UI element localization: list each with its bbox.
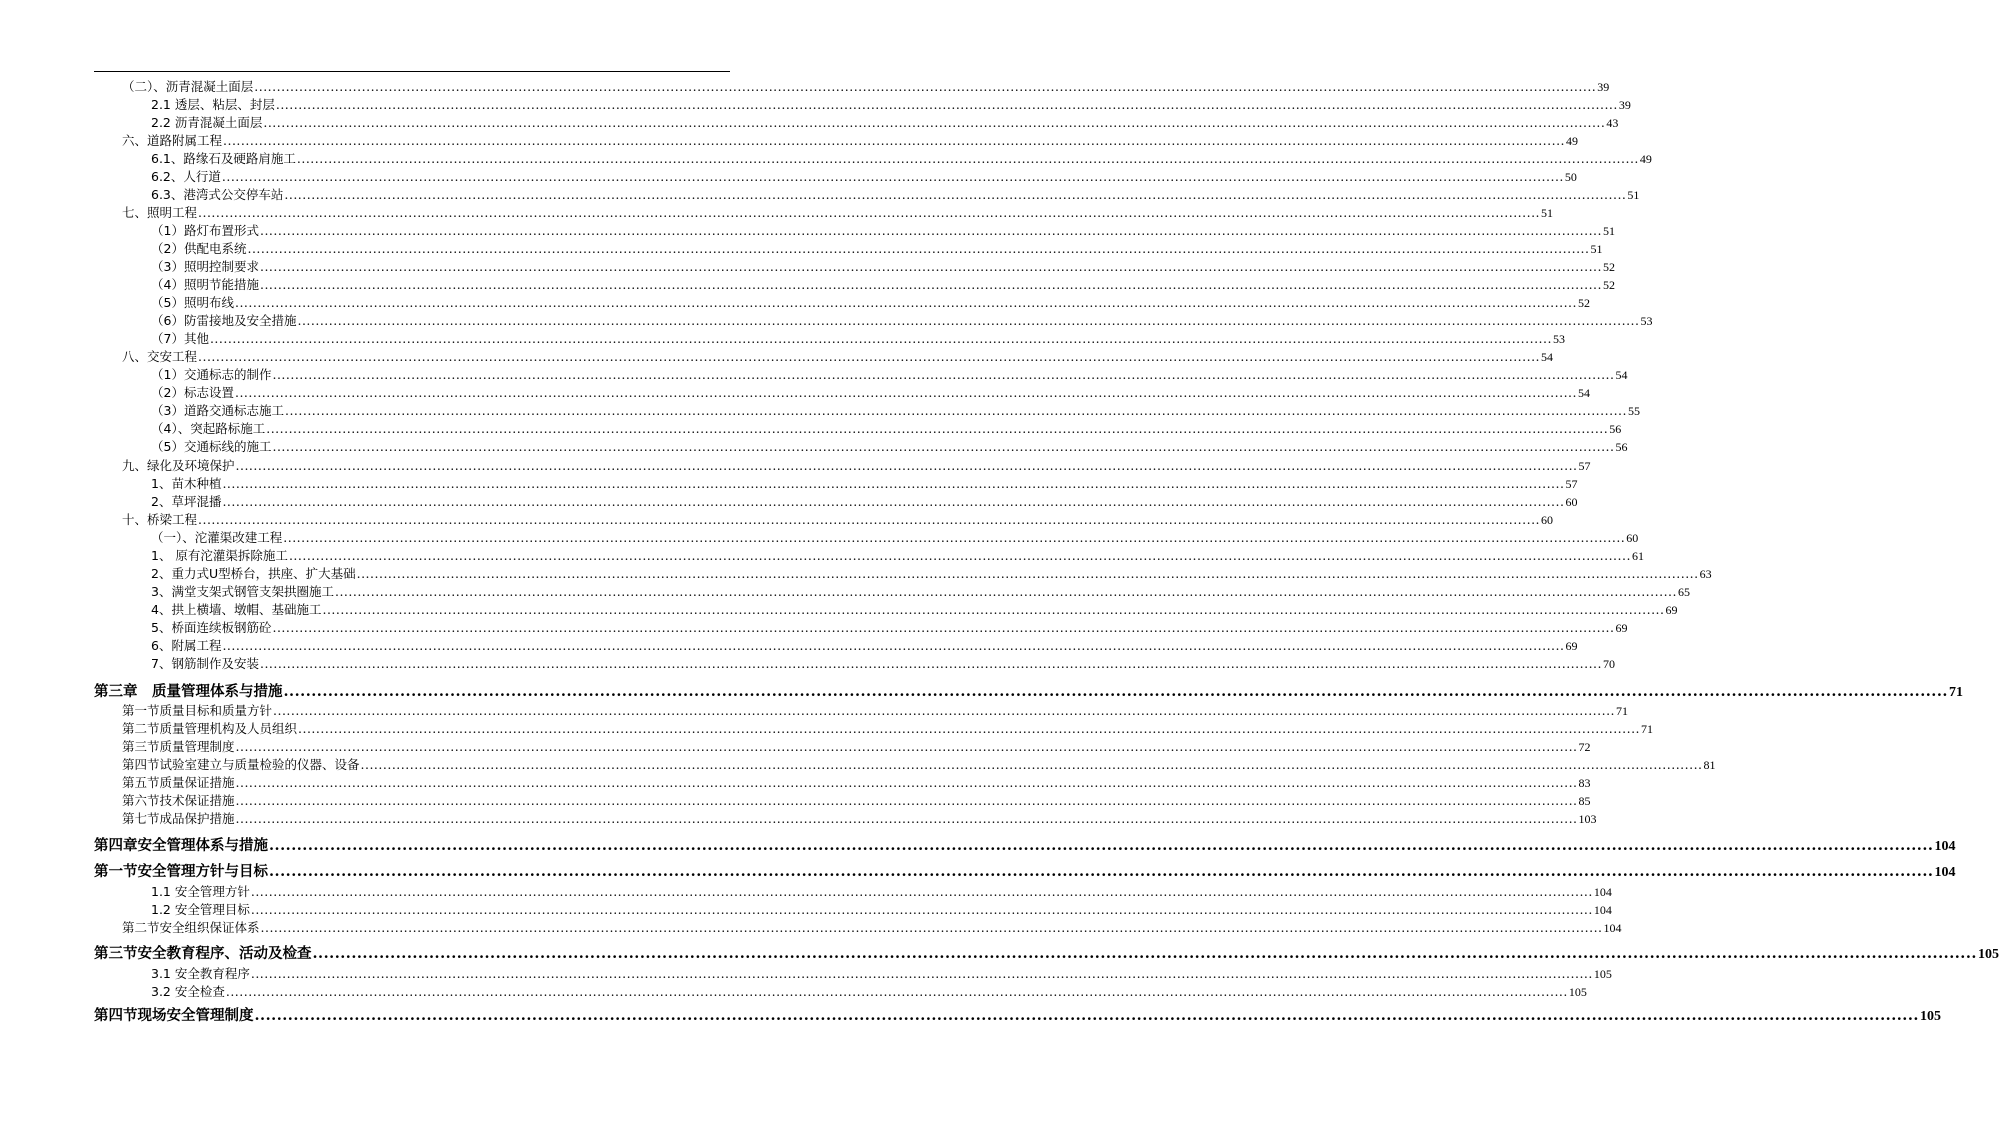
toc-entry[interactable] — [151, 365, 1628, 383]
toc-entry-page-number: 69 — [1665, 603, 1678, 617]
toc-dot-leader: ............................................................................................................................................................................................................................................................................................................ — [235, 811, 1578, 826]
toc-entry[interactable] — [151, 882, 1612, 900]
toc-entry-title: （5）照明布线 — [151, 295, 234, 310]
toc-entry[interactable] — [151, 329, 1565, 347]
toc-entry-title: 九、绿化及环境保护 — [122, 458, 235, 473]
toc-entry[interactable] — [151, 149, 1652, 167]
toc-entry-title: （2）供配电系统 — [151, 241, 247, 256]
toc-entry-title: 3.2 安全检查 — [151, 984, 225, 999]
toc-entry-page-number: 39 — [1618, 98, 1631, 112]
toc-dot-leader: ............................................................................................................................................................................................................................................................................................................ — [235, 458, 1578, 473]
toc-dot-leader: ............................................................................................................................................................................................................................................................................................................ — [235, 793, 1578, 808]
toc-entry[interactable] — [151, 167, 1577, 185]
toc-entry-page-number: 105 — [1919, 1009, 1941, 1024]
toc-entry-title: 1、 原有沱灌渠拆除施工 — [151, 548, 288, 563]
toc-dot-leader: ............................................................................................................................................................................................................................................................................................................ — [234, 385, 1577, 400]
toc-entry[interactable] — [151, 275, 1615, 293]
toc-dot-leader: ............................................................................................................................................................................................................................................................................................................ — [198, 512, 1541, 527]
toc-dot-leader: ............................................................................................................................................................................................................................................................................................................ — [296, 151, 1639, 166]
toc-dot-leader: ............................................................................................................................................................................................................................................................................................................ — [250, 902, 1593, 917]
toc-entry[interactable] — [122, 77, 1610, 95]
toc-dot-leader: ............................................................................................................................................................................................................................................................................................................ — [272, 439, 1615, 454]
toc-dot-leader: ............................................................................................................................................................................................................................................................................................................ — [360, 757, 1703, 772]
toc-dot-leader: ............................................................................................................................................................................................................................................................................................................ — [269, 863, 1934, 880]
toc-entry[interactable] — [151, 528, 1639, 546]
toc-entry[interactable] — [94, 680, 1963, 701]
toc-entry-page-number: 54 — [1578, 386, 1590, 400]
toc-entry-page-number: 51 — [1603, 224, 1615, 238]
toc-entry-page-number: 51 — [1541, 206, 1554, 220]
toc-entry[interactable] — [122, 203, 1554, 221]
toc-dot-leader: ............................................................................................................................................................................................................................................................................................................ — [250, 966, 1593, 981]
toc-entry[interactable] — [151, 95, 1631, 113]
toc-dot-leader: ............................................................................................................................................................................................................................................................................................................ — [334, 584, 1677, 599]
toc-dot-leader: ............................................................................................................................................................................................................................................................................................................ — [222, 638, 1565, 653]
toc-entry-page-number: 60 — [1541, 513, 1554, 527]
toc-entry[interactable] — [122, 701, 1629, 719]
toc-entry-title: 7、钢筋制作及安装 — [151, 656, 259, 671]
toc-entry-page-number: 51 — [1590, 242, 1603, 256]
toc-dot-leader: ............................................................................................................................................................................................................................................................................................................ — [260, 920, 1603, 935]
toc-entry-page-number: 104 — [1934, 865, 1956, 880]
toc-dot-leader: ............................................................................................................................................................................................................................................................................................................ — [288, 548, 1631, 563]
toc-entry-page-number: 43 — [1606, 116, 1619, 130]
toc-entry-title: 2.2 沥青混凝土面层 — [151, 115, 263, 130]
toc-dot-leader: ............................................................................................................................................................................................................................................................................................................ — [198, 349, 1541, 364]
toc-entry-page-number: 39 — [1597, 80, 1610, 94]
toc-entry-title: 第六节技术保证措施 — [122, 793, 235, 808]
toc-entry[interactable] — [122, 809, 1597, 827]
toc-entry-title: 第七节成品保护措施 — [122, 811, 235, 826]
toc-entry-title: 六、道路附属工程 — [122, 133, 223, 148]
toc-entry[interactable] — [151, 185, 1640, 203]
toc-dot-leader: ............................................................................................................................................................................................................................................................................................................ — [284, 403, 1627, 418]
toc-dot-leader: ............................................................................................................................................................................................................................................................................................................ — [254, 1007, 1919, 1024]
toc-entry-page-number: 53 — [1552, 332, 1565, 346]
toc-entry-title: 第四节现场安全管理制度 — [94, 1007, 254, 1024]
toc-dot-leader: ............................................................................................................................................................................................................................................................................................................ — [272, 367, 1615, 382]
toc-entry-page-number: 50 — [1564, 170, 1577, 184]
toc-entry-title: （5）交通标线的施工 — [151, 439, 272, 454]
toc-entry-page-number: 104 — [1593, 885, 1612, 899]
toc-dot-leader: ............................................................................................................................................................................................................................................................................................................ — [283, 530, 1626, 545]
toc-dot-leader: ............................................................................................................................................................................................................................................................................................................ — [247, 241, 1590, 256]
toc-dot-leader: ............................................................................................................................................................................................................................................................................................................ — [209, 331, 1552, 346]
toc-dot-leader: ............................................................................................................................................................................................................................................................................................................ — [356, 566, 1699, 581]
toc-dot-leader: ............................................................................................................................................................................................................................................................................................................ — [222, 494, 1565, 509]
toc-entry-page-number: 85 — [1578, 794, 1591, 808]
toc-entry[interactable] — [151, 113, 1619, 131]
toc-entry-title: 第三节质量管理制度 — [122, 739, 235, 754]
toc-dot-leader: ............................................................................................................................................................................................................................................................................................................ — [259, 277, 1602, 292]
toc-entry[interactable] — [151, 654, 1615, 672]
toc-entry-title: 6.3、港湾式公交停车站 — [151, 187, 284, 202]
toc-dot-leader: ............................................................................................................................................................................................................................................................................................................ — [222, 476, 1565, 491]
toc-dot-leader: ............................................................................................................................................................................................................................................................................................................ — [235, 739, 1578, 754]
toc-entry-page-number: 56 — [1609, 422, 1622, 436]
toc-entry-page-number: 61 — [1631, 549, 1644, 563]
toc-entry-title: 4、拱上横墙、墩帽、基础施工 — [151, 602, 322, 617]
toc-entry-page-number: 83 — [1578, 776, 1591, 790]
toc-entry-title: 1、苗木种植 — [151, 476, 222, 491]
toc-entry[interactable] — [151, 257, 1615, 275]
toc-entry-title: （二）、沥青混凝土面层 — [122, 79, 254, 94]
toc-entry[interactable] — [151, 383, 1590, 401]
toc-dot-leader: ............................................................................................................................................................................................................................................................................................................ — [259, 223, 1602, 238]
toc-entry-page-number: 71 — [1616, 704, 1629, 718]
toc-entry-page-number: 60 — [1565, 495, 1578, 509]
toc-entry[interactable] — [94, 860, 1956, 881]
toc-entry[interactable] — [151, 401, 1640, 419]
toc-dot-leader: ............................................................................................................................................................................................................................................................................................................ — [259, 259, 1602, 274]
toc-entry-page-number: 69 — [1565, 639, 1578, 653]
toc-entry-title: 第四章安全管理体系与措施 — [94, 837, 268, 854]
toc-entry-title: 1.2 安全管理目标 — [151, 902, 250, 917]
toc-dot-leader: ............................................................................................................................................................................................................................................................................................................ — [234, 295, 1577, 310]
toc-entry[interactable] — [151, 492, 1578, 510]
toc-entry-page-number: 49 — [1639, 152, 1652, 166]
toc-entry[interactable] — [151, 293, 1590, 311]
toc-dot-leader: ............................................................................................................................................................................................................................................................................................................ — [275, 97, 1618, 112]
toc-entry[interactable] — [151, 311, 1653, 329]
toc-entry[interactable] — [122, 773, 1591, 791]
toc-entry-page-number: 71 — [1948, 685, 1963, 700]
toc-entry-title: 5、桥面连续板钢筋砼 — [151, 620, 272, 635]
toc-entry-title: （4）照明节能措施 — [151, 277, 259, 292]
toc-entry-page-number: 65 — [1678, 585, 1690, 599]
toc-dot-leader: ............................................................................................................................................................................................................................................................................................................ — [250, 884, 1593, 899]
toc-entry-page-number: 52 — [1603, 260, 1615, 274]
toc-entry-page-number: 70 — [1603, 657, 1615, 671]
toc-entry-title: （6）防雷接地及安全措施 — [151, 313, 297, 328]
toc-entry-title: 十、桥梁工程 — [122, 512, 198, 527]
toc-entry-title: 第五节质量保证措施 — [122, 775, 235, 790]
toc-entry-page-number: 72 — [1578, 740, 1591, 754]
toc-entry-title: 1.1 安全管理方针 — [151, 884, 250, 899]
toc-entry-title: 第二节质量管理机构及人员组织 — [122, 721, 298, 736]
toc-entry-page-number: 104 — [1934, 839, 1956, 854]
toc-entry-page-number: 105 — [1593, 967, 1612, 981]
toc-entry-page-number: 54 — [1541, 350, 1554, 364]
toc-dot-leader: ............................................................................................................................................................................................................................................................................................................ — [223, 133, 1566, 148]
toc-dot-leader: ............................................................................................................................................................................................................................................................................................................ — [221, 169, 1564, 184]
toc-entry-title: （2）标志设置 — [151, 385, 234, 400]
toc-dot-leader: ............................................................................................................................................................................................................................................................................................................ — [263, 115, 1606, 130]
toc-entry[interactable] — [151, 239, 1603, 257]
toc-entry-title: （一）、沱灌渠改建工程 — [151, 530, 283, 545]
toc-entry-title: 6.1、路缘石及硬路肩施工 — [151, 151, 296, 166]
toc-entry-title: 第一节质量目标和质量方针 — [122, 703, 273, 718]
toc-entry[interactable] — [122, 755, 1716, 773]
toc-entry[interactable] — [151, 600, 1678, 618]
toc-dot-leader: ............................................................................................................................................................................................................................................................................................................ — [269, 837, 1934, 854]
toc-entry-title: （1）交通标志的制作 — [151, 367, 272, 382]
toc-entry-title: （3）道路交通标志施工 — [151, 403, 284, 418]
toc-entry[interactable] — [122, 131, 1579, 149]
toc-entry-title: （3）照明控制要求 — [151, 259, 259, 274]
toc-dot-leader: ............................................................................................................................................................................................................................................................................................................ — [225, 984, 1568, 999]
toc-entry[interactable] — [122, 791, 1591, 809]
toc-dot-leader: ............................................................................................................................................................................................................................................................................................................ — [198, 205, 1541, 220]
toc-entry-title: （1）路灯布置形式 — [151, 223, 259, 238]
toc-entry-page-number: 71 — [1641, 722, 1654, 736]
toc-entry-page-number: 60 — [1626, 531, 1639, 545]
toc-entry-page-number: 105 — [1568, 985, 1587, 999]
toc-dot-leader: ............................................................................................................................................................................................................................................................................................................ — [298, 721, 1641, 736]
toc-dot-leader: ............................................................................................................................................................................................................................................................................................................ — [254, 79, 1597, 94]
toc-entry[interactable] — [151, 636, 1578, 654]
toc-dot-leader: ............................................................................................................................................................................................................................................................................................................ — [235, 775, 1578, 790]
toc-entry-page-number: 54 — [1615, 368, 1628, 382]
toc-dot-leader: ............................................................................................................................................................................................................................................................................................................ — [312, 945, 1977, 962]
toc-entry-page-number: 63 — [1699, 567, 1712, 581]
toc-entry[interactable] — [151, 419, 1622, 437]
toc-entry[interactable] — [151, 474, 1578, 492]
toc-entry-page-number: 52 — [1603, 278, 1615, 292]
toc-entry[interactable] — [122, 719, 1654, 737]
toc-entry[interactable] — [151, 900, 1612, 918]
toc-entry-page-number: 57 — [1565, 477, 1578, 491]
toc-dot-leader: ............................................................................................................................................................................................................................................................................................................ — [297, 313, 1640, 328]
toc-entry-title: 3.1 安全教育程序 — [151, 966, 250, 981]
toc-dot-leader: ............................................................................................................................................................................................................................................................................................................ — [284, 187, 1627, 202]
toc-entry[interactable] — [151, 618, 1628, 636]
toc-entry[interactable] — [94, 834, 1956, 855]
toc-entry[interactable] — [151, 582, 1690, 600]
toc-entry-title: 第四节试验室建立与质量检验的仪器、设备 — [122, 757, 360, 772]
toc-entry[interactable] — [151, 982, 1587, 1000]
toc-entry[interactable] — [151, 437, 1628, 455]
toc-dot-leader: ............................................................................................................................................................................................................................................................................................................ — [322, 602, 1665, 617]
toc-entry-page-number: 56 — [1615, 440, 1628, 454]
toc-entry-title: 第三节安全教育程序、活动及检查 — [94, 945, 312, 962]
toc-entry-page-number: 103 — [1578, 812, 1597, 826]
toc-entry[interactable] — [122, 456, 1591, 474]
toc-entry-title: 2、重力式U型桥台，拱座、扩大基础 — [151, 566, 356, 581]
toc-entry-title: 七、照明工程 — [122, 205, 198, 220]
toc-entry-title: 八、交安工程 — [122, 349, 198, 364]
toc-entry-page-number: 81 — [1703, 758, 1716, 772]
toc-entry[interactable] — [122, 347, 1554, 365]
toc-entry-page-number: 57 — [1578, 459, 1591, 473]
toc-entry-title: 2.1 透层、粘层、封层 — [151, 97, 275, 112]
toc-entry-page-number: 53 — [1640, 314, 1653, 328]
toc-dot-leader: ............................................................................................................................................................................................................................................................................................................ — [259, 656, 1602, 671]
toc-entry-title: 第二节安全组织保证体系 — [122, 920, 260, 935]
toc-dot-leader: ............................................................................................................................................................................................................................................................................................................ — [283, 683, 1948, 700]
toc-entry-title: 6、附属工程 — [151, 638, 222, 653]
toc-entry-title: （4）、突起路标施工 — [151, 421, 266, 436]
toc-entry[interactable] — [122, 737, 1591, 755]
toc-entry[interactable] — [151, 221, 1615, 239]
toc-entry-page-number: 69 — [1615, 621, 1628, 635]
toc-entry-title: 第一节安全管理方针与目标 — [94, 863, 268, 880]
toc-entry[interactable] — [94, 1004, 1941, 1025]
toc-entry[interactable] — [122, 510, 1554, 528]
toc-entry-page-number: 55 — [1628, 404, 1640, 418]
toc-entry-page-number: 52 — [1578, 296, 1590, 310]
toc-dot-leader: ............................................................................................................................................................................................................................................................................................................ — [273, 703, 1616, 718]
toc-entry[interactable] — [151, 964, 1612, 982]
toc-dot-leader: ............................................................................................................................................................................................................................................................................................................ — [272, 620, 1615, 635]
toc-entry-page-number: 104 — [1593, 903, 1612, 917]
toc-entry-page-number: 49 — [1566, 134, 1579, 148]
toc-entry[interactable] — [122, 918, 1622, 936]
toc-entry-page-number: 104 — [1603, 921, 1622, 935]
toc-entry-title: （7）其他 — [151, 331, 209, 346]
toc-entry-title: 2、草坪混播 — [151, 494, 222, 509]
toc-entry-title: 第三章 质量管理体系与措施 — [94, 683, 283, 700]
toc-entry-page-number: 51 — [1627, 188, 1640, 202]
toc-entry-title: 6.2、人行道 — [151, 169, 221, 184]
toc-entry-title: 3、满堂支架式钢管支架拱圈施工 — [151, 584, 334, 599]
toc-dot-leader: ............................................................................................................................................................................................................................................................................................................ — [266, 421, 1609, 436]
toc-entry-page-number: 105 — [1977, 947, 1999, 962]
toc-entry[interactable] — [151, 564, 1712, 582]
toc-entry[interactable] — [94, 942, 1999, 963]
toc-entry[interactable] — [151, 546, 1644, 564]
